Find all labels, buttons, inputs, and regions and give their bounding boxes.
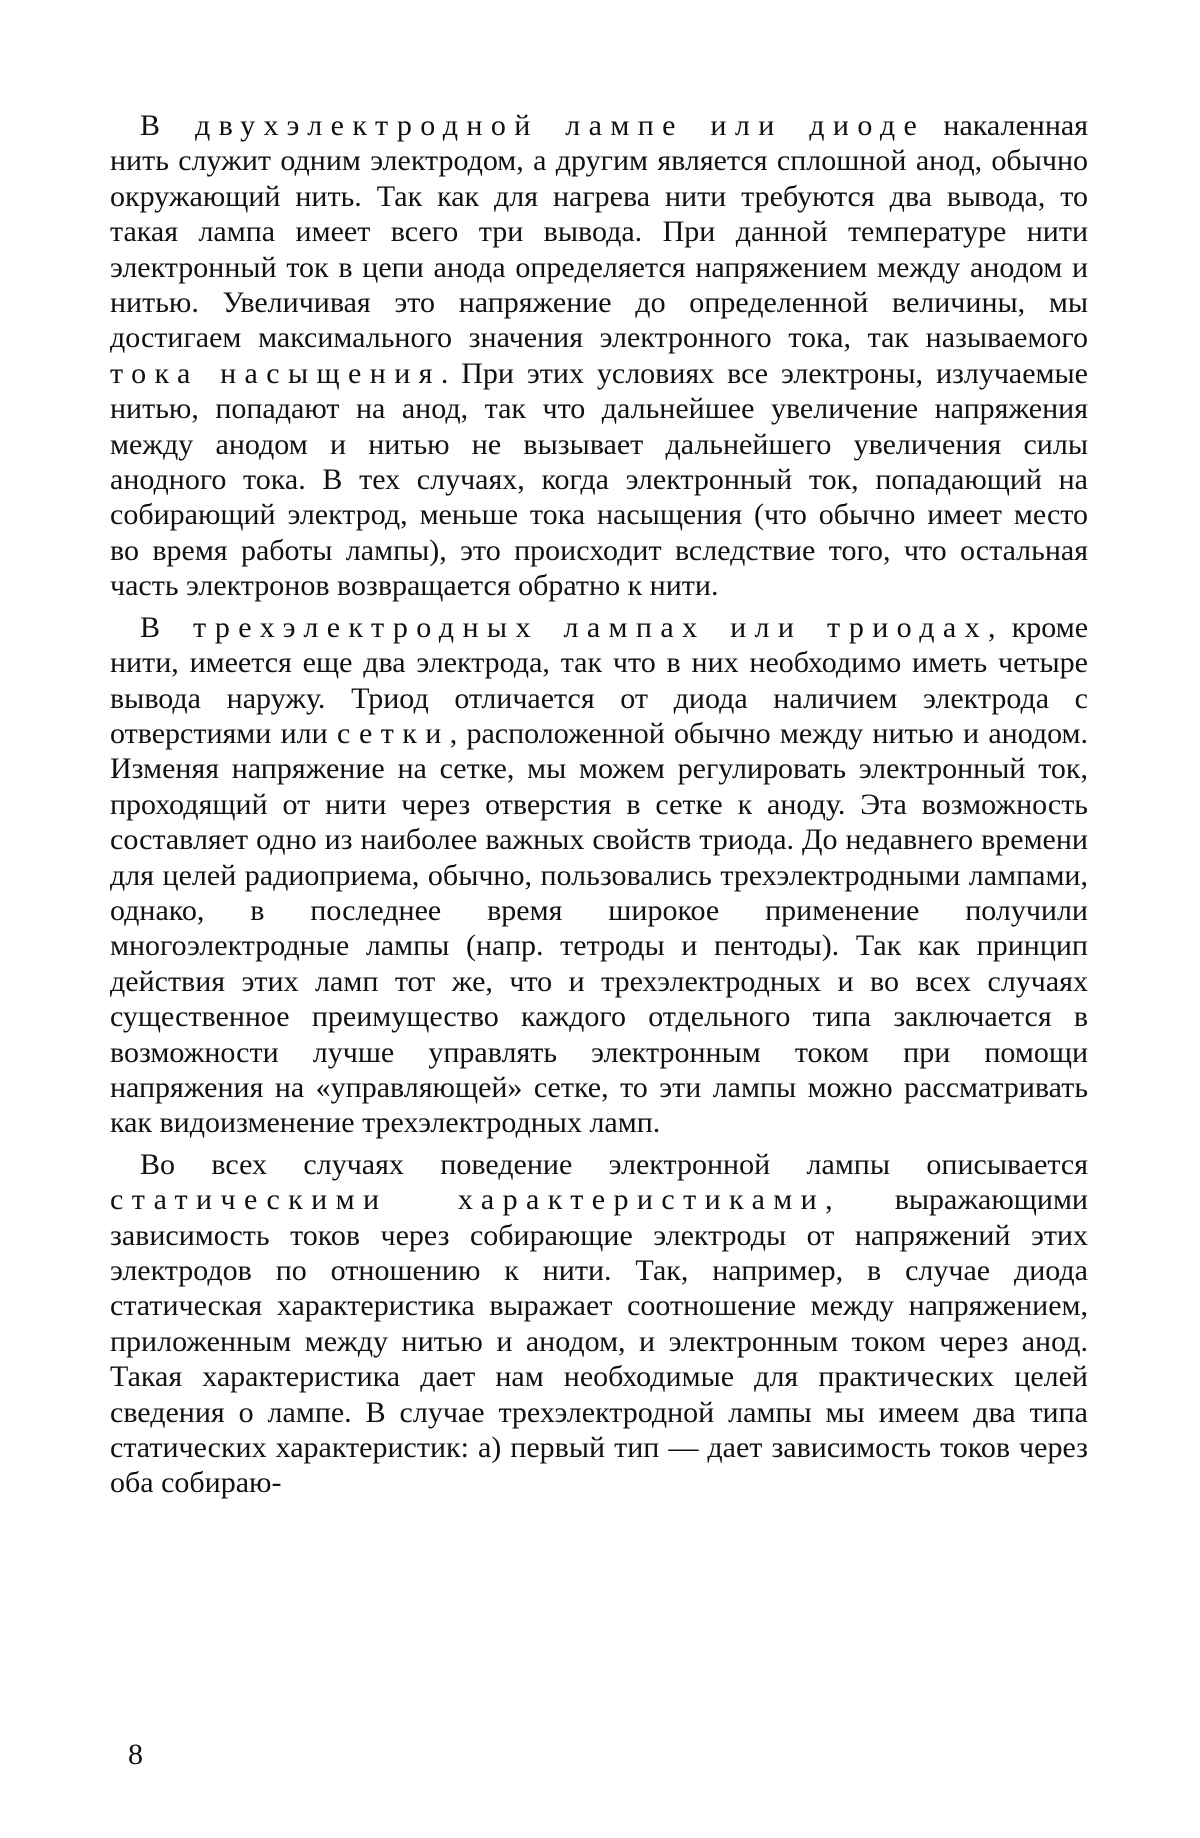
term-grid: сетки: [336, 716, 450, 750]
paragraph-1-text-a: накаленная нить служит одним электродом, а другим является сплошной анод, обычно окружающий нить. Так как для нагрева нити требуются два вывода, то такая лампа имеет всего три вывода. При данной температуре нити электронный ток в цепи анода определяется напряжением между анодом и нитью. Увеличивая это напряжение до определенной величины, мы достигаем максимального значения электронного тока, так называемого: [110, 109, 1088, 355]
paragraph-2-text-a: , кроме нити, имеется еще два электрода, так что в них необходимо иметь четыре вывода наружу. Триод отличается от диода наличием электрода с отверстиями или: [110, 610, 1089, 750]
term-static-characteristics: статическими характеристиками: [110, 1183, 826, 1217]
term-triode: В трехэлектродных лампах или триодах: [140, 610, 989, 644]
page-body: [110, 108, 1088, 1501]
page-number: 8: [128, 1738, 143, 1771]
paragraph-3: [110, 1147, 1088, 1501]
paragraph-2-text-b: , расположенной обычно между нитью и анодом. Изменяя напряжение на сетке, мы можем регулировать электронный ток, проходящий от нити через отверстия в сетке к аноду. Эта возможность составляет одно из наиболее важных свойств триода. До недавнего времени для целей радиоприема, обычно, пользовались трехэлектродными лампами, однако, в последнее время широкое применение получили многоэлектродные лампы (напр. тетроды и пентоды). Так как принцип действия этих ламп тот же, что и трехэлектродных и во всех случаях существенное преимущество каждого отдельного типа заключается в возможности лучше управлять электронным током при помощи напряжения на «управляющей» сетке, то эти лампы можно рассматривать как видоизменение трехэлектродных ламп.: [110, 716, 1089, 1140]
paragraph-1: [110, 108, 1088, 604]
term-saturation-current: тока насыщения: [110, 356, 441, 390]
paragraph-3-text-b: , выражающими зависимость токов через собирающие электроды от напряжений этих электродов по отношению к нити. Так, например, в случае диода статическая характеристика выражает соотношение между напряжением, приложенным между нитью и анодом, и электронным током через анод. Такая характеристика дает нам необходимые для практических целей сведения о лампе. В случае трехэлектродной лампы мы имеем два типа статических характеристик: а) первый тип — дает зависимость токов через оба собираю-: [110, 1183, 1088, 1500]
term-diode: В двухэлектродной лампе или диоде: [140, 109, 926, 142]
paragraph-3-text-a: Во всех случаях поведение электронной лампы описывается: [140, 1147, 1088, 1181]
paragraph-2: [110, 610, 1088, 1141]
paragraph-1-text-b: . При этих условиях все электроны, излучаемые нитью, попадают на анод, так что дальнейшее увеличение напряжения между анодом и нитью не вызывает дальнейшего увеличения силы анодного тока. В тех случаях, когда электронный ток, попадающий на собирающий электрод, меньше тока насыщения (что обычно имеет место во время работы лампы), это происходит вследствие того, что остальная часть электронов возвращается обратно к нити.: [110, 356, 1088, 603]
